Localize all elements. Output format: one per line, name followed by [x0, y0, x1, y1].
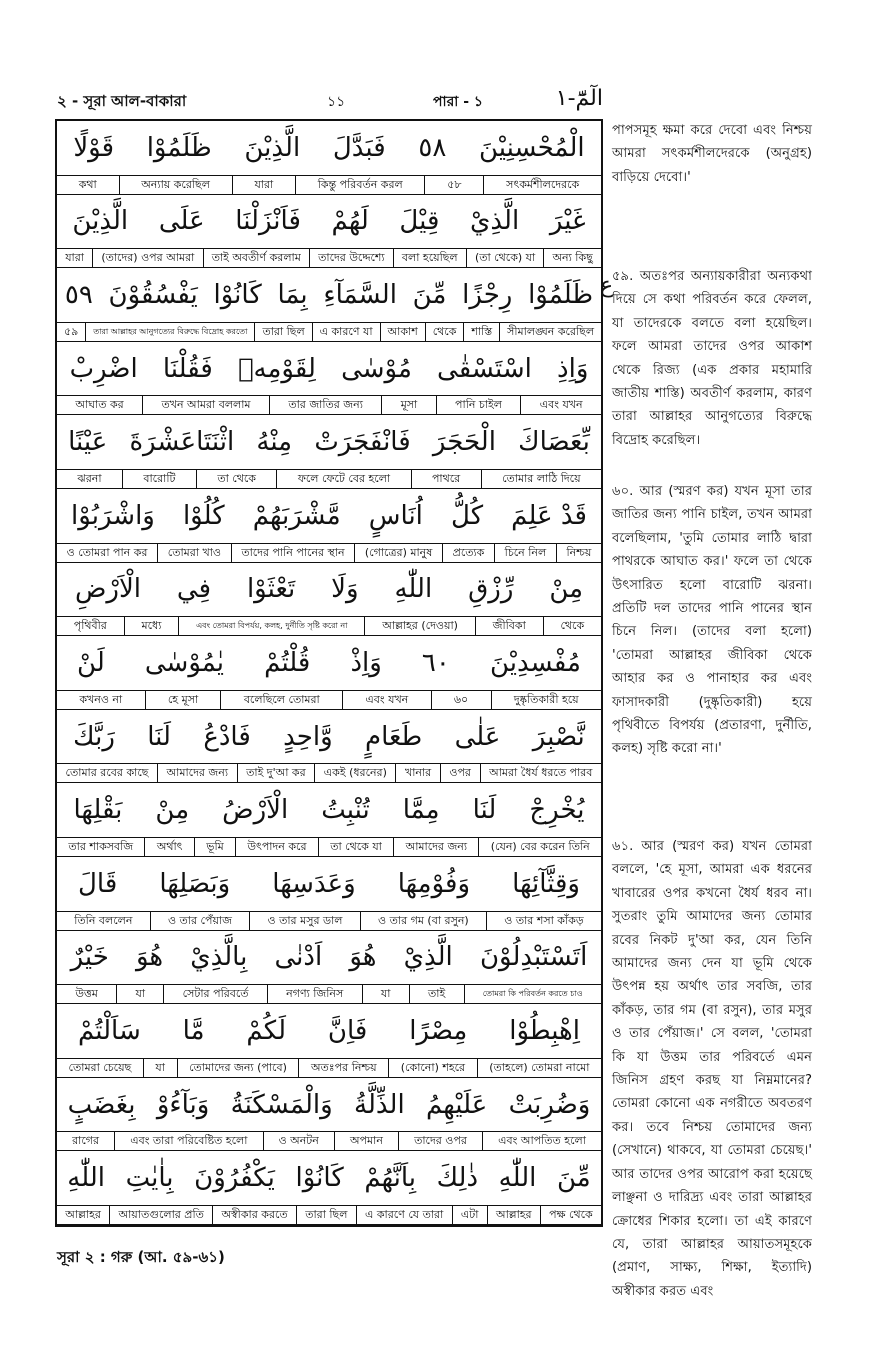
gloss-cell: ওপর [440, 764, 480, 782]
gloss-cell: থেকে [543, 617, 601, 635]
gloss-line [57, 763, 601, 783]
arabic-word: بِاٰيٰتِ [125, 1163, 174, 1194]
gloss-line [57, 322, 601, 342]
gloss-cell: শাস্তি [463, 323, 499, 341]
arabic-word: طَعَامٍ [364, 721, 423, 752]
gloss-cell: উৎপাদন করে [235, 838, 318, 856]
arabic-word: اَتَسْتَبْدِلُوْنَ [479, 942, 588, 973]
gloss-line [57, 837, 601, 857]
arabic-word: قَدْ عَلِمَ [511, 500, 587, 531]
arabic-word: فَانْفَجَرَتْ [314, 427, 411, 458]
arabic-word: كُلُّ [451, 500, 484, 531]
arabic-word: ٥٨ [418, 132, 447, 163]
arabic-word: لَنْ [77, 647, 105, 678]
arabic-word: وَعَدَسِهَا [272, 868, 356, 899]
arabic-word: الْمُحْسِنِيْنَ [478, 132, 585, 163]
arabic-word: مِمَّا [402, 795, 440, 826]
gloss-cell: পক্ষ থেকে [540, 1206, 601, 1224]
gloss-cell: আমরা ধৈর্য ধরতে পারব [480, 764, 601, 782]
arabic-word: عَلَى [158, 206, 205, 237]
arabic-word: لَنَا [147, 721, 171, 752]
arabic-word: بِّعَصَاكَ [518, 427, 590, 458]
gloss-cell: পৃথিবীর [73, 619, 107, 633]
translation-para-59 [612, 265, 812, 452]
gloss-cell: ফলে ফেটে বের হলো [276, 470, 410, 488]
gloss-line [57, 175, 601, 195]
arabic-word: وَبَآءُوْ [156, 1089, 210, 1120]
translation-para-61 [612, 835, 812, 1303]
gloss-line [57, 543, 601, 563]
arabic-word: اللّٰهِ [498, 1163, 537, 1194]
verse-row [57, 931, 601, 1005]
gloss-cell: নিশ্চয় [556, 544, 601, 562]
gloss-cell: যারা [232, 176, 295, 194]
arabic-word: اثْنَتَاعَشْرَةَ [129, 427, 235, 458]
gloss-cell: এবং তোমরা বিপর্যয়, কলহ, দুর্নীতি সৃষ্টি করো না [178, 617, 364, 635]
gloss-cell: ভূমি [194, 838, 235, 856]
gloss-line [57, 248, 601, 268]
verse-row [57, 563, 601, 637]
gloss-cell: চিনে নিল [494, 544, 556, 562]
verse-row [57, 1078, 601, 1152]
gloss-cell: ও তার শসা কাঁকড় [486, 912, 601, 930]
gloss-cell: আল্লাহর [65, 1207, 101, 1221]
gloss-cell: তোমাদের জন্য (পাবে) [177, 1059, 299, 1077]
gloss-cell: যারা [65, 251, 84, 265]
gloss-cell: রাগের [72, 1134, 99, 1148]
gloss-cell: এ কারণে যে তারা [356, 1206, 452, 1224]
gloss-cell: আল্লাহর [487, 1206, 540, 1224]
gloss-cell: তাদের ওপর [398, 1132, 482, 1150]
gloss-cell: কখনও না [79, 692, 123, 706]
arabic-word: نَّصْبِرَ [532, 721, 585, 752]
arabic-line [57, 121, 601, 175]
arabic-word: رِجْزًا [462, 279, 513, 310]
verse-row [57, 195, 601, 269]
gloss-cell: আমাদের জন্য [393, 838, 478, 856]
gloss-cell: তাদের উদ্দেশ্যে [309, 249, 393, 267]
gloss-line [57, 395, 601, 415]
gloss-cell: আঘাত কর [75, 398, 124, 412]
gloss-cell: তিনি বললেন [74, 913, 133, 927]
verse-row [57, 489, 601, 563]
gloss-cell: অপমান [334, 1132, 398, 1150]
gloss-cell: খানার [395, 764, 439, 782]
gloss-cell: মধ্যে [124, 617, 179, 635]
arabic-word: عَيْنًا [68, 427, 108, 458]
gloss-cell: ৬০ [431, 691, 491, 709]
arabic-word: رِّزْقِ [468, 574, 514, 605]
verse-row [57, 1004, 601, 1078]
gloss-cell: একই (ধরনের) [314, 764, 395, 782]
surah-title: ২ - সূরা আল-বাকারা [57, 92, 187, 110]
arabic-word: يَفْسُقُوْنَ [108, 279, 198, 310]
arabic-word: هُوَ [349, 942, 377, 973]
arabic-word: فَاَنْزَلْنَا [235, 206, 301, 237]
arabic-word: الذِّلَّةُ [354, 1089, 405, 1120]
arabic-line [57, 342, 601, 396]
verse-row [57, 857, 601, 931]
verse-row [57, 710, 601, 784]
arabic-word: لِقَوْمِهٖ [237, 353, 316, 384]
page-header [55, 86, 603, 116]
arabic-word: وَالْمَسْكَنَةُ [230, 1089, 333, 1120]
arabic-word: بِمَا [277, 279, 308, 310]
gloss-cell: সৎকর্মশীলদেরকে [483, 176, 601, 194]
translation-text: ৫৯. অতঃপর অন্যায়কারীরা অন্যকথা দিয়ে সে কথা পরিবর্তন করে ফেলল, যা তাদেরকে বলতে বলা হয়েছিল। ফলে আমরা তাদের ওপর আকাশ থেকে রিজ্য (এক প্রকার মহামারি জাতীয় শাস্তি) অবতীর্ণ করলাম, কারণ তারা আল্লাহর আনুগত্যের বিরুদ্ধে বিদ্রোহ করেছিল। [612, 269, 812, 448]
arabic-word: الْاَرْضُ [222, 795, 289, 826]
arabic-word: يٰمُوْسٰى [144, 647, 225, 678]
arabic-word: السَّمَآءِ [323, 279, 397, 310]
verse-row [57, 1151, 601, 1225]
arabic-line [57, 563, 601, 617]
arabic-word: تُنْبِتُ [321, 795, 370, 826]
gloss-cell: (তা থেকে) যা [466, 249, 544, 267]
arabic-word: يَكْفُرُوْنَ [194, 1163, 275, 1194]
arabic-word: مُفْسِدِيْنَ [489, 647, 581, 678]
arabic-word: الَّذِيْ [403, 942, 453, 973]
gloss-cell: তা থেকে যা [318, 838, 393, 856]
gloss-cell: অন্য কিছু [543, 249, 601, 267]
gloss-cell: (যেন) বের করেন তিনি [478, 838, 601, 856]
arabic-word: لَنَا [472, 795, 497, 826]
gloss-cell: তার শাকসবজি [68, 839, 134, 853]
gloss-cell: (তাদের) ওপর আমরা [92, 249, 202, 267]
translation-para-60 [612, 480, 812, 761]
gloss-cell: অতঃপর নিশ্চয় [298, 1059, 388, 1077]
gloss-cell: বলা হয়েছিল [393, 249, 466, 267]
gloss-line [57, 469, 601, 489]
arabic-line [57, 1004, 601, 1058]
arabic-word: الْحَجَرَ [432, 427, 496, 458]
gloss-cell: আমাদের জন্য [157, 764, 237, 782]
gloss-cell: তারা আল্লাহর আনুগত্যের বিরুদ্ধে বিদ্রোহ করতো [85, 323, 254, 341]
arabic-word: ظَلَمُوْا [528, 279, 594, 310]
gloss-cell: পাথরে [411, 470, 481, 488]
gloss-cell: সীমালঙ্ঘন করেছিল [499, 323, 601, 341]
gloss-cell: (গোত্রের) মানুষ [354, 544, 442, 562]
arabic-word: عَلَيْهِمُ [426, 1089, 488, 1120]
arabic-word: مَّشْرَبَهُمْ [252, 500, 341, 531]
gloss-cell: তোমরা কি পরিবর্তন করতে চাও [464, 985, 602, 1003]
arabic-word: الَّذِيْ [470, 206, 520, 237]
gloss-cell: ঝরনা [77, 471, 102, 485]
arabic-word: وَقِثَّآئِهَا [512, 868, 580, 899]
gloss-cell: মূসা [381, 396, 435, 414]
arabic-line [57, 710, 601, 764]
gloss-cell: তাদের পানি পানের স্থান [231, 544, 355, 562]
arabic-line [57, 1078, 601, 1132]
arabic-word: كُلُوْا [182, 500, 225, 531]
arabic-word: فَاِنَّ [327, 1015, 368, 1046]
page-footer: সূরা ২ : গরু (আ. ৫৯-৬১) [57, 1248, 225, 1266]
word-by-word-table [55, 119, 603, 1227]
arabic-word: تَعْثَوْا [246, 574, 296, 605]
translation-text: ৬১. আর (স্মরণ কর) যখন তোমরা বললে, 'হে মূসা, আমরা এক ধরনের খাবারের ওপর কখনো ধৈর্য ধরব না। সুতরাং তুমি আমাদের জন্য তোমার রবের নিকট দু'আ কর, যেন তিনি আমাদের জন্য দেন যা ভূমি থেকে উৎপন্ন হয় অর্থাৎ তার সবজি, তার কাঁকড়, তার গম (বা রসুন), তার মসুর ও তার পেঁয়াজ।' সে বলল, 'তোমরা কি যা উত্তম তার পরিবর্তে এমন জিনিস গ্রহণ করছ যা নিম্নমানের? তোমরা কোনো এক নগরীতে অবতরণ কর। তবে নিশ্চয় তোমাদের জন্য (সেখানে) থাকবে, যা তোমরা চেয়েছ।' আর তাদের ওপর আরোপ করা হয়েছে লাঞ্ছনা ও দারিদ্র্য এবং তারা আল্লাহর ক্রোধের শিকার হলো। তা এই কারণে যে, তারা আল্লাহর আয়াতসমূহকে (প্রমাণ, সাক্ষ্য, শিক্ষা, ইত্যাদি) অস্বীকার করত এবং [612, 839, 812, 1299]
arabic-line [57, 1151, 601, 1205]
arabic-line [57, 931, 601, 985]
arabic-word: وَاِذْ [350, 647, 382, 678]
verse-row [57, 783, 601, 857]
gloss-cell: কিন্তু পরিবর্তন করল [295, 176, 425, 194]
gloss-line [57, 690, 601, 710]
gloss-cell: পানি চাইল [436, 396, 521, 414]
gloss-cell: (তাহলে) তোমরা নামো [477, 1059, 601, 1077]
arabic-word: وَلَا [331, 574, 359, 605]
arabic-word: هُوَ [135, 942, 164, 973]
gloss-cell: ও তোমরা পান কর [66, 545, 148, 559]
arabic-word: وَفُوْمِهَا [397, 868, 470, 899]
arabic-word: عَلٰى [454, 721, 501, 752]
gloss-cell: তারা ছিল [296, 1206, 356, 1224]
arabic-word: مِنْهُ [256, 427, 293, 458]
gloss-cell: এবং যখন [520, 396, 601, 414]
arabic-word: مِنْ [155, 795, 190, 826]
gloss-cell: তার জাতির জন্য [269, 396, 381, 414]
gloss-cell: অন্যায় করেছিল [119, 176, 232, 194]
gloss-cell: তাই অবতীর্ণ করলাম [203, 249, 309, 267]
arabic-word: وَاِذِ [557, 353, 589, 384]
arabic-word: اَدْنٰى [274, 942, 323, 973]
arabic-word: بِاَنَّهُمْ [364, 1163, 417, 1194]
arabic-word: وَّاحِدٍ [283, 721, 333, 752]
arabic-word: فِي [176, 574, 212, 605]
arabic-word: بِالَّذِيْ [190, 942, 248, 973]
arabic-word: اللّٰهِ [67, 1163, 105, 1194]
translation-text: ৬০. আর (স্মরণ কর) যখন মূসা তার জাতির জন্য পানি চাইল, তখন আমরা বলেছিলাম, 'তুমি তোমার লাঠি দ্বারা পাথরকে আঘাত কর।' ফলে তা থেকে উৎসারিত হলো বারোটি ঝরনা। প্রতিটি দল তাদের পানি পানের স্থান চিনে নিল। (তাদের বলা হলো) 'তোমরা আল্লাহর জীবিকা থেকে আহার কর ও পানাহার কর এবং ফাসাদকারী (দুষ্কৃতিকারী) হয়ে পৃথিবীতে বিপর্যয় (প্রতারণা, দুর্নীতি, কলহ) সৃষ্টি করো না।' [612, 484, 812, 757]
gloss-cell: তখন আমরা বললাম [142, 396, 269, 414]
arabic-word: لَهُمْ [331, 206, 369, 237]
gloss-cell: তা থেকে [196, 470, 277, 488]
arabic-line [57, 783, 601, 837]
para-label: পারা - ১ [433, 94, 483, 110]
arabic-word: ظَلَمُوْا [146, 132, 212, 163]
arabic-word: لَكُمْ [246, 1015, 286, 1046]
arabic-word: خَيْرٌ [70, 942, 109, 973]
gloss-cell: যা [116, 985, 163, 1003]
verse-row [57, 415, 601, 489]
gloss-cell: ও তার গম (বা রসুন) [360, 912, 486, 930]
gloss-cell: যা [362, 985, 409, 1003]
arabic-word: قَوْلًا [73, 132, 115, 163]
arabic-line [57, 489, 601, 543]
gloss-cell: ও অনটন [263, 1132, 334, 1150]
arabic-word: وَاشْرَبُوْا [71, 500, 155, 531]
gloss-line [57, 1131, 601, 1151]
gloss-cell: এবং আপতিত হলো [482, 1132, 601, 1150]
gloss-cell: এবং তারা পরিবেষ্টিত হলো [114, 1132, 262, 1150]
gloss-line [57, 1058, 601, 1078]
gloss-cell: হে মূসা [145, 691, 221, 709]
arabic-word: مِّنَ [412, 279, 447, 310]
gloss-cell: তোমরা চেয়েছ [68, 1060, 132, 1074]
page-number: ১১ [327, 94, 346, 110]
arabic-word: كَانُوْا [295, 1163, 344, 1194]
arabic-word: ٥٩ [64, 279, 93, 310]
gloss-cell: বারোটি [122, 470, 196, 488]
gloss-cell: অর্থাৎ [144, 838, 193, 856]
para-arabic: الٓمّٓ-١ [555, 86, 603, 111]
gloss-cell: তাই দু'আ কর [237, 764, 315, 782]
gloss-cell: আল্লাহর (দেওয়া) [364, 617, 474, 635]
arabic-word: سَاَلْتُمْ [77, 1015, 141, 1046]
translation-text: পাপসমূহ ক্ষমা করে দেবো এবং নিশ্চয় আমরা সৎকর্মশীলদেরকে (অনুগ্রহ) বাড়িয়ে দেবো।' [612, 123, 812, 185]
gloss-cell: তাই [409, 985, 464, 1003]
arabic-word: مِنْ [549, 574, 584, 605]
arabic-line [57, 268, 601, 322]
arabic-line [57, 857, 601, 911]
gloss-cell: ও তার মসুর ডাল [249, 912, 360, 930]
arabic-word: اللّٰهِ [394, 574, 433, 605]
gloss-line [57, 911, 601, 931]
arabic-word: فَادْعُ [203, 721, 251, 752]
arabic-word: اضْرِبْ [69, 353, 138, 384]
gloss-cell: তোমার লাঠি দিয়ে [481, 470, 601, 488]
arabic-word: فَبَدَّلَ [332, 132, 386, 163]
verse-row [57, 121, 601, 195]
gloss-cell: (কোনো) শহরে [388, 1059, 477, 1077]
gloss-cell: ও তার পেঁয়াজ [150, 912, 250, 930]
arabic-word: بَقْلِهَا [73, 795, 123, 826]
gloss-cell: এ কারণে যা [312, 323, 380, 341]
arabic-word: يُخْرِجْ [529, 795, 585, 826]
gloss-cell: অস্বীকার করতে [212, 1206, 296, 1224]
arabic-word: الْاَرْضِ [74, 574, 141, 605]
gloss-cell: এবং যখন [342, 691, 431, 709]
arabic-word: اِهْبِطُوْا [509, 1015, 580, 1046]
gloss-cell: তোমার রবের কাছে [65, 766, 149, 780]
arabic-word: قَالَ [78, 868, 118, 899]
arabic-word: ذٰلِكَ [436, 1163, 479, 1194]
verse-row [57, 636, 601, 710]
arabic-word: اُنَاسٍ [368, 500, 423, 531]
arabic-word: الَّذِيْنَ [72, 206, 129, 237]
gloss-cell: দুষ্কৃতিকারী হয়ে [491, 691, 601, 709]
gloss-cell: বলেছিলে তোমরা [220, 691, 342, 709]
gloss-cell: সেটার পরিবর্তে [163, 985, 267, 1003]
arabic-word: كَانُوْا [213, 279, 262, 310]
arabic-word: ٦٠ [421, 647, 450, 678]
arabic-line [57, 415, 601, 469]
gloss-cell: ৫৯ [63, 324, 79, 338]
verse-row [57, 342, 601, 416]
gloss-cell: আকাশ [380, 323, 425, 341]
arabic-word: غَيْرَ [549, 206, 586, 237]
gloss-cell: ৫৮ [424, 176, 483, 194]
arabic-word: فَقُلْنَا [162, 353, 213, 384]
translation-para-1 [612, 119, 812, 189]
arabic-word: اسْتَسْقٰى [437, 353, 532, 384]
arabic-word: وَضُرِبَتْ [508, 1089, 591, 1120]
gloss-line [57, 616, 601, 636]
gloss-cell: উত্তম [75, 987, 98, 1001]
gloss-cell: নগণ্য জিনিস [267, 985, 362, 1003]
gloss-cell: থেকে [425, 323, 464, 341]
arabic-word: مِصْرًا [409, 1015, 468, 1046]
arabic-word: بِغَضَبٍ [67, 1089, 136, 1120]
gloss-line [57, 1205, 601, 1225]
arabic-word: رَبَّكَ [73, 721, 115, 752]
arabic-word: قُلْتُمْ [264, 647, 311, 678]
gloss-cell: কথা [78, 177, 97, 191]
gloss-cell: আয়াতগুলোর প্রতি [109, 1206, 212, 1224]
gloss-cell: তোমরা খাও [157, 544, 231, 562]
gloss-cell: এটা [452, 1206, 487, 1224]
arabic-line [57, 636, 601, 690]
gloss-cell: তারা ছিল [254, 323, 311, 341]
arabic-word: وَبَصَلِهَا [159, 868, 231, 899]
verse-row [57, 268, 601, 342]
arabic-word: قِيْلَ [399, 206, 440, 237]
ruku-mark: ع [600, 273, 614, 298]
gloss-cell: যা [143, 1059, 177, 1077]
gloss-cell: জীবিকা [475, 617, 543, 635]
arabic-line [57, 195, 601, 249]
arabic-word: مُوْسٰى [341, 353, 412, 384]
arabic-word: الَّذِيْنَ [244, 132, 301, 163]
gloss-cell: প্রত্যেক [442, 544, 494, 562]
arabic-word: مَّا [182, 1015, 205, 1046]
arabic-word: مِّنَ [556, 1163, 591, 1194]
gloss-line [57, 984, 601, 1004]
